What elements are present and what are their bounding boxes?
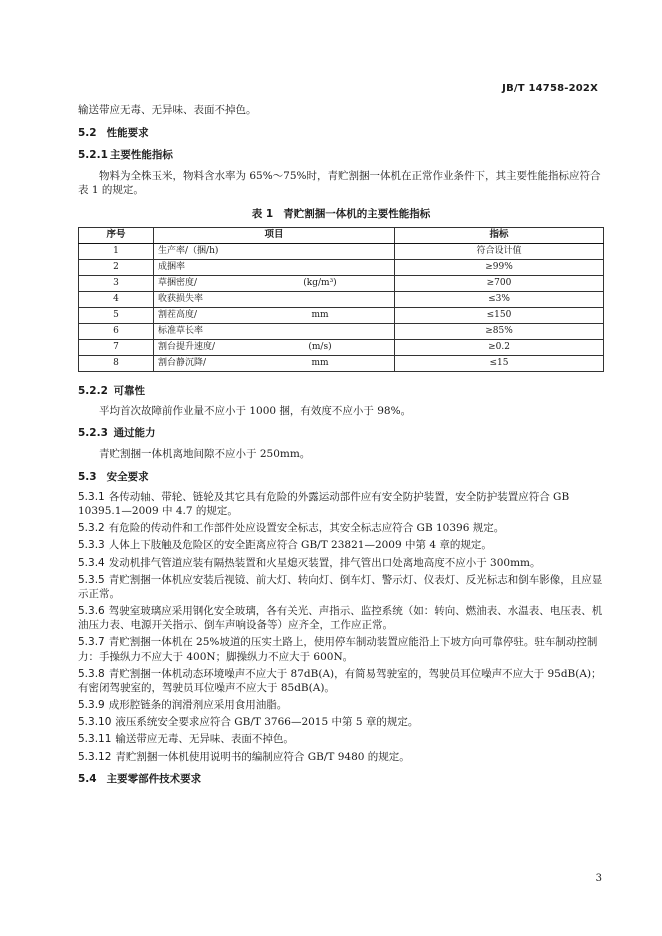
item-text: 青贮割捆一体机在 25%坡道的压实土路上，使用停车制动装置应能沿上下坡方向可靠停驻。驻车制动控制力：手操纵力不应大于 400N；脚操纵力不应大于 600N。 (78, 636, 598, 663)
section-5-2-3-paragraph: 青贮割捆一体机离地间隙不应小于 250mm。 (99, 447, 311, 460)
item-label: 割台提升速度/ (158, 342, 216, 353)
section-number: 5.2.3 (78, 427, 108, 440)
item-number: 5.3.1 (78, 490, 105, 503)
item-text: 发动机排气管道应装有隔热装置和火星熄灭装置，排气管出口处离地高度不应小于 300mm。 (108, 556, 541, 569)
row-item (154, 292, 395, 308)
performance-table (78, 227, 604, 372)
safety-item (78, 732, 604, 746)
item-label: 割台静沉降/ (158, 358, 207, 369)
section-number: 5.4 (78, 772, 97, 785)
row-item (154, 324, 395, 340)
row-value: ≥700 (395, 276, 604, 292)
safety-item (78, 635, 604, 663)
item-label: 割茬高度/ (158, 310, 198, 321)
item-label: 生产率/（捆/h) (158, 246, 219, 257)
item-text: 青贮割捆一体机使用说明书的编制应符合 GB/T 9480 的规定。 (115, 750, 410, 763)
table-row (79, 324, 604, 340)
item-unit (250, 261, 390, 273)
table-row (79, 308, 604, 324)
section-number: 5.2.1 (78, 149, 108, 162)
safety-item (78, 573, 604, 601)
section-5-2-1-heading (78, 148, 604, 162)
document-body (78, 103, 604, 792)
row-no: 1 (79, 244, 154, 260)
item-unit (250, 245, 390, 257)
item-text: 各传动轴、带轮、链轮及其它具有危险的外露运动部件应有安全防护装置，安全防护装置应符合 GB 10395.1—2009 中 4.7 的规定。 (78, 490, 570, 518)
safety-item (78, 698, 604, 712)
item-label: 标准草长率 (158, 326, 204, 337)
row-no: 4 (79, 292, 154, 308)
intro-line: 输送带应无毒、无异味、表面不掉色。 (78, 104, 257, 116)
row-no: 5 (79, 308, 154, 324)
header-item: 项目 (154, 228, 395, 244)
table-label: 表 1 (251, 207, 274, 220)
item-text: 人体上下肢触及危险区的安全距离应符合 GB/T 23821—2009 中第 4 章的规定。 (108, 539, 492, 552)
section-number: 5.3 (78, 470, 97, 483)
item-text: 有危险的传动件和工作部件处应设置安全标志，其安全标志应符合 GB 10396 规定。 (108, 522, 505, 535)
item-text: 驾驶室玻璃应采用钢化安全玻璃，各有关光、声指示、监控系统（如：转向、燃油表、水温表、电压表、机油压力表、电源开关指示、倒车声响设备等）应齐全，工作应正常。 (78, 605, 603, 632)
safety-item (78, 604, 604, 632)
item-unit: mm (311, 310, 329, 321)
safety-item (78, 521, 604, 535)
table-row (79, 292, 604, 308)
section-5-2-3-heading (78, 426, 604, 440)
row-value: ≥85% (395, 324, 604, 340)
item-number: 5.3.5 (78, 573, 105, 586)
item-label: 成捆率 (158, 262, 186, 273)
safety-item (78, 538, 604, 552)
section-5-2-1-paragraph: 物料为全株玉米，物料含水率为 65%～75%时，青贮割捆一体机在正常作业条件下，其主要性能指标应符合表 1 的规定。 (78, 169, 601, 196)
row-no: 8 (79, 356, 154, 372)
item-number: 5.3.10 (78, 716, 112, 729)
item-label: 草捆密度/ (158, 278, 198, 289)
table-row (79, 260, 604, 276)
item-number: 5.3.8 (78, 667, 105, 680)
table-header-row (79, 228, 604, 244)
header-value: 指标 (395, 228, 604, 244)
safety-requirements-list (78, 490, 604, 764)
row-value: ≤15 (395, 356, 604, 372)
item-number: 5.3.3 (78, 539, 105, 552)
section-title: 可靠性 (113, 385, 146, 398)
section-5-2-heading (78, 126, 604, 140)
item-number: 5.3.4 (78, 556, 105, 569)
section-title: 安全要求 (106, 470, 149, 483)
section-number: 5.2 (78, 127, 97, 140)
item-unit: mm (311, 358, 329, 369)
section-5-2-2-heading (78, 384, 604, 398)
item-unit: (kg/m³) (303, 278, 337, 289)
section-5-3-heading (78, 470, 604, 484)
row-item (154, 276, 395, 292)
item-text: 青贮割捆一体机动态环境噪声不应大于 87dB(A)，有简易驾驶室的，驾驶员耳位噪声不应大于 95dB(A)；有密闭驾驶室的，驾驶员耳位噪声不应大于 85dB(A)。 (78, 667, 602, 694)
table-caption (78, 207, 604, 221)
table-row (79, 244, 604, 260)
item-label: 收获损失率 (158, 294, 204, 305)
section-title: 性能要求 (106, 127, 149, 140)
row-no: 2 (79, 260, 154, 276)
item-text: 青贮割捆一体机应安装后视镜、前大灯、转向灯、倒车灯、警示灯、仪表灯、反光标志和倒车影像，且应显示正常。 (78, 573, 603, 600)
safety-item (78, 715, 604, 729)
item-number: 5.3.6 (78, 605, 105, 618)
safety-item (78, 490, 604, 518)
row-item (154, 260, 395, 276)
item-number: 5.3.7 (78, 636, 105, 649)
row-item (154, 356, 395, 372)
row-value: ≤3% (395, 292, 604, 308)
item-text: 输送带应无毒、无异味、表面不掉色。 (115, 733, 294, 746)
safety-item (78, 667, 604, 695)
item-number: 5.3.2 (78, 522, 105, 535)
page-number: 3 (595, 873, 602, 884)
table-row (79, 340, 604, 356)
header-no: 序号 (79, 228, 154, 244)
row-no: 3 (79, 276, 154, 292)
item-unit: (m/s) (308, 342, 332, 353)
item-text: 液压系统安全要求应符合 GB/T 3766—2015 中第 5 章的规定。 (115, 716, 419, 729)
table-title: 青贮割捆一体机的主要性能指标 (283, 207, 431, 220)
section-title: 通过能力 (113, 427, 156, 440)
section-5-2-2-paragraph: 平均首次故障前作业量不应小于 1000 捆，有效度不应小于 98%。 (99, 405, 412, 418)
item-text: 成形腔链条的润滑剂应采用食用油脂。 (108, 699, 288, 712)
row-no: 6 (79, 324, 154, 340)
item-unit (250, 325, 390, 337)
row-value: ≥0.2 (395, 340, 604, 356)
table-row (79, 356, 604, 372)
row-value: 符合设计值 (395, 244, 604, 260)
section-5-4-heading (78, 772, 604, 786)
item-number: 5.3.12 (78, 750, 112, 763)
safety-item (78, 556, 604, 570)
row-value: ≥99% (395, 260, 604, 276)
section-number: 5.2.2 (78, 385, 108, 398)
section-title: 主要零部件技术要求 (106, 772, 202, 785)
row-item (154, 308, 395, 324)
table-row (79, 276, 604, 292)
row-value: ≤150 (395, 308, 604, 324)
row-no: 7 (79, 340, 154, 356)
row-item (154, 340, 395, 356)
standard-number: JB/T 14758-202X (502, 83, 598, 94)
item-number: 5.3.9 (78, 699, 105, 712)
item-number: 5.3.11 (78, 733, 112, 746)
section-title: 主要性能指标 (109, 149, 173, 162)
item-unit (250, 293, 390, 305)
row-item (154, 244, 395, 260)
safety-item (78, 750, 604, 764)
